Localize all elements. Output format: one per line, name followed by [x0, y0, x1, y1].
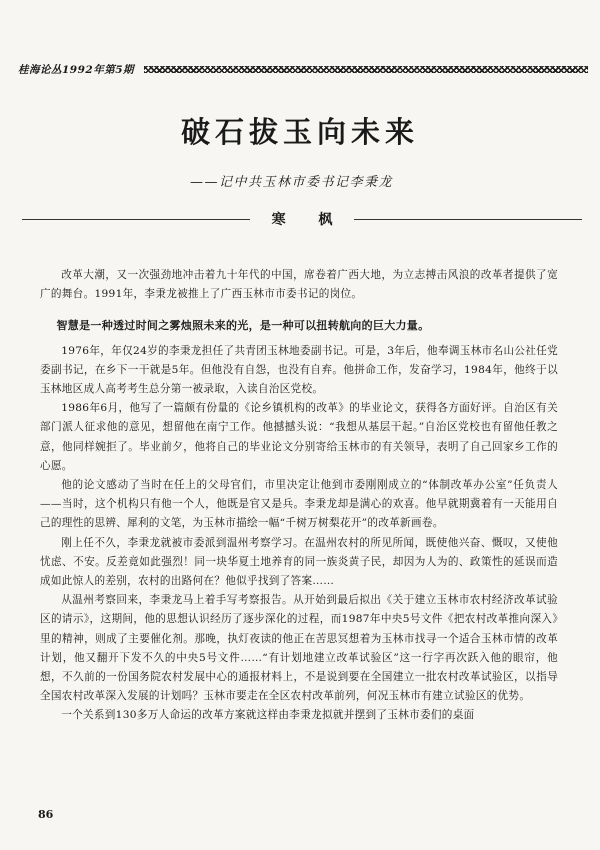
paragraph: 一个关系到130多万人命运的改革方案就这样由李秉龙拟就并摆到了玉林市委们的桌面 [61, 709, 475, 722]
highlight-quote: 智慧是一种透过时间之雾烛照未来的光，是一种可以扭转航向的巨大力量。 [56, 319, 430, 333]
paragraph: 从温州考察回来，李秉龙马上着手写考察报告。从开始到最后拟出《关于建立玉林市农村经济改革试验区的请示》，这期间，他的思想认识经历了逐步深化的过程，而1987年中央5号文件《把农村改革推向深入》里的精神，则成了主要催化剂。那晚，执灯夜读的他正在苦思冥想着为玉林市找寻一个适合玉林市情的改革计划，他又翻开下发不久的中央5号文件……“有计划地建立改革试验区”这一行字再次跃入他的眼帘，他想，不久前的一份国务院农村发展中心的通报材料上，不是说到要在全国建立一批农村改革试验区，以指导全国农村改革深入发展的计划吗？玉林市要走在全区农村改革前列，何况玉林市有建立试验区的优势。 [40, 594, 558, 703]
author-rule-left [22, 219, 250, 220]
paragraph: 改革大潮，又一次强劲地冲击着九十年代的中国，席卷着广西大地，为立志搏击风浪的改革者提供了宽广的舞台。1991年，李秉龙被推上了广西玉林市市委书记的岗位。 [40, 269, 558, 301]
paragraph: 刚上任不久，李秉龙就被市委派到温州考察学习。在温州农村的所见所闻，既使他兴奋、慨叹，又使他忧虑、不安。反差竟如此强烈！同一块华夏土地养育的同一族炎黄子民，却因为人为的、政策性的延误而造成如此惊人的差别，农村的出路何在？他似乎找到了答案…… [40, 536, 558, 588]
article-subtitle: ——记中共玉林市委书记李秉龙 [190, 175, 394, 190]
running-header [18, 62, 588, 76]
paragraph: 他的论文感动了当时在任上的父母官们，市里决定让他到市委刚刚成立的“体制改革办公室”任负责人——当时，这个机构只有他一个人，他既是官又是兵。李秉龙却是满心的欢喜。他早就期冀着有一天能用自己的理性的思辨、犀利的文笔，为玉林市描绘一幅“千树万树梨花开”的改革新画卷。 [40, 479, 558, 530]
author-rule-right [354, 219, 582, 220]
page-number: 86 [38, 808, 54, 821]
paragraph: 1986年6月，他写了一篇颇有份量的《论乡镇机构的改革》的毕业论文，获得各方面好评。自治区有关部门派人征求他的意见，想留他在南宁工作。他撼撼头说：“我想从基层干起。”自治区党校也有留他任教之意，他同样婉拒了。毕业前夕，他将自己的毕业论文分别寄给玉林市的有关领导，表明了自己回家乡工作的心愿。 [40, 402, 558, 472]
paragraph: 1976年，年仅24岁的李秉龙担任了共青团玉林地委副书记。可是，3年后，他奉调玉林市名山公社任党委副书记，在乡下一干就是5年。但他没有自怨，也没有自弃。他拼命工作，发奋学习，1984年，他终于以玉林地区成人高考考生总分第一被录取，入读自治区党校。 [40, 344, 558, 396]
article-title: 破石拔玉向未来 [180, 115, 419, 149]
article-body [40, 266, 558, 726]
journal-issue: 桂海论丛1992年第5期 [18, 63, 135, 76]
author-name: 寒 枫 [271, 212, 347, 228]
decorative-band [144, 66, 588, 73]
author-line [22, 210, 582, 228]
